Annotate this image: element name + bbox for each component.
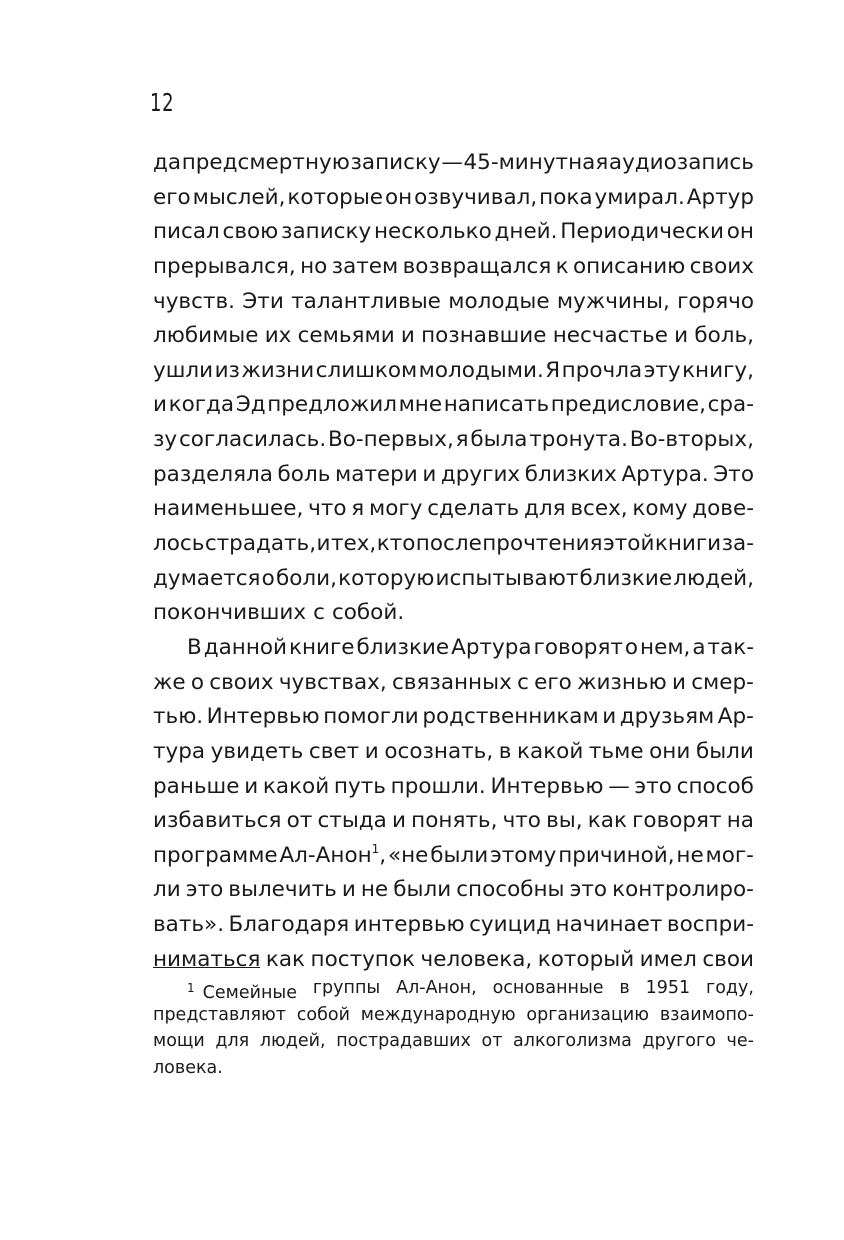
word: близких xyxy=(524,461,617,487)
word: $^1$ Семейные xyxy=(187,981,297,1003)
text-line xyxy=(153,492,754,527)
word: мощи xyxy=(153,1031,205,1052)
word: людей, xyxy=(259,1031,326,1052)
footnote-line xyxy=(153,1002,754,1029)
word: его xyxy=(153,184,191,210)
word: от xyxy=(286,808,313,834)
word: предсмертную xyxy=(181,150,350,175)
word: избавиться xyxy=(153,808,282,834)
text-line xyxy=(153,770,754,805)
text-line xyxy=(153,735,754,770)
word: стыда xyxy=(317,808,387,834)
word: и xyxy=(400,323,415,349)
word: за- xyxy=(721,531,754,557)
word: путь xyxy=(333,773,386,799)
word: осознать, xyxy=(384,738,494,764)
text-line xyxy=(153,215,754,250)
word: взаимопо- xyxy=(659,1004,754,1025)
word: суицид xyxy=(469,912,552,938)
word: свою xyxy=(222,219,279,245)
word: на xyxy=(726,808,754,834)
word: родственникам xyxy=(422,704,599,730)
word: о xyxy=(261,565,275,591)
word: для xyxy=(215,1031,250,1052)
text-line xyxy=(153,804,754,839)
word: тью. xyxy=(153,704,204,730)
word: и xyxy=(244,773,259,799)
word: несчастье xyxy=(552,323,668,349)
word: прочтения xyxy=(482,531,603,557)
word: молодыми. xyxy=(418,357,544,383)
word: я xyxy=(455,427,469,453)
word: этому xyxy=(489,842,557,868)
word: причиной, xyxy=(558,842,675,868)
word: других xyxy=(440,461,521,487)
word: аудиозапись xyxy=(608,150,754,175)
word: их xyxy=(264,323,292,349)
word: основанные xyxy=(492,978,604,998)
word: любимые xyxy=(153,323,259,349)
text-line xyxy=(153,458,754,493)
word: боль xyxy=(277,461,331,487)
word: были xyxy=(430,842,489,868)
word: записку xyxy=(350,150,441,175)
word: матери xyxy=(334,461,418,487)
footnote-divider xyxy=(153,967,260,968)
word: наименьшее, xyxy=(153,496,304,522)
word: увидеть xyxy=(210,738,304,764)
word: тех, xyxy=(330,531,377,557)
word: ловека. xyxy=(153,1057,223,1078)
word: помогли xyxy=(323,704,419,730)
footnote-line xyxy=(153,975,754,1002)
word: Интервью xyxy=(206,704,320,730)
word: прошли. xyxy=(390,773,486,799)
word: он xyxy=(384,184,413,210)
word: возвращался xyxy=(402,253,552,279)
word: думается xyxy=(153,565,261,591)
word: не xyxy=(360,877,389,903)
word: какой xyxy=(517,738,584,764)
footnote-marker: 1 xyxy=(371,841,380,856)
word: друзьям xyxy=(619,704,715,730)
text-line xyxy=(153,700,754,735)
word: Я xyxy=(545,357,561,383)
word: сра- xyxy=(707,392,754,418)
word: и xyxy=(674,323,689,349)
word: несколько xyxy=(373,219,492,245)
word: ниматься xyxy=(153,946,261,972)
word: что xyxy=(308,496,347,522)
word: чувств. xyxy=(153,288,235,314)
word: а xyxy=(692,634,706,660)
word: это xyxy=(185,877,224,903)
footnote-line xyxy=(153,1028,754,1055)
word: его xyxy=(534,669,572,695)
word: и xyxy=(602,704,617,730)
word: что xyxy=(502,808,541,834)
word: сделать xyxy=(427,496,520,522)
word: этой xyxy=(602,531,655,557)
word: которые xyxy=(287,184,384,210)
word: могу xyxy=(369,496,423,522)
word: какой xyxy=(262,773,330,799)
word: и xyxy=(341,877,356,903)
word: семьями xyxy=(297,323,395,349)
word: книгу, xyxy=(682,357,754,383)
word: была xyxy=(470,427,528,453)
word: способны xyxy=(456,877,565,903)
word: книги xyxy=(654,531,722,557)
word: начинает xyxy=(555,912,663,938)
word: Артура. xyxy=(621,461,709,487)
word: о xyxy=(190,669,205,695)
word: программе xyxy=(153,842,278,868)
word: имел xyxy=(639,946,697,972)
text-line xyxy=(153,666,754,701)
word: слишком xyxy=(315,357,418,383)
word: дней. xyxy=(494,219,558,245)
word: после xyxy=(415,531,482,557)
word: — xyxy=(608,773,630,799)
word: ушли xyxy=(153,357,214,383)
footnote-line xyxy=(153,1055,754,1082)
text-line xyxy=(153,873,754,908)
word: раньше xyxy=(153,773,240,799)
page-number: 12 xyxy=(150,88,175,117)
word: Артур xyxy=(686,184,754,210)
word: познавшие xyxy=(421,323,547,349)
word: от xyxy=(481,1031,503,1052)
word: разделяла xyxy=(153,461,273,487)
word: нем, xyxy=(640,634,691,660)
text-line xyxy=(153,388,754,423)
word: дове- xyxy=(692,496,754,522)
word: который xyxy=(537,946,635,972)
word: В xyxy=(187,634,202,660)
word: когда xyxy=(168,392,235,418)
word: международную xyxy=(360,1004,516,1025)
word: Это xyxy=(713,461,754,487)
word: и xyxy=(422,461,437,487)
text-line xyxy=(153,181,754,216)
word: зу xyxy=(153,427,178,453)
word: молодые xyxy=(448,288,550,314)
word: всех, xyxy=(570,496,628,522)
word: людей, xyxy=(673,565,754,591)
word: другого xyxy=(642,1031,716,1052)
word: Во-первых, xyxy=(327,427,454,453)
word: писал xyxy=(153,219,220,245)
word: но xyxy=(300,253,328,279)
word: как xyxy=(587,808,627,834)
word: для xyxy=(524,496,566,522)
word: прерывался, xyxy=(153,253,296,279)
word: я xyxy=(351,496,365,522)
word: Эд xyxy=(235,392,266,418)
text-line xyxy=(153,354,754,389)
word: эту xyxy=(643,357,681,383)
word: воспри- xyxy=(666,912,754,938)
word: так- xyxy=(707,634,754,660)
word: покончивших xyxy=(153,600,307,626)
word: тронута. xyxy=(529,427,628,453)
word: Благодаря xyxy=(228,912,350,938)
word: собой. xyxy=(331,600,405,626)
word: че- xyxy=(726,1031,754,1052)
word: это xyxy=(634,773,672,799)
word: контролиро- xyxy=(612,877,754,903)
word: и xyxy=(153,392,167,418)
word: испытывают xyxy=(435,565,579,591)
word: описанию xyxy=(572,253,686,279)
word: чувствах, xyxy=(278,669,387,695)
word: «не xyxy=(387,842,429,868)
word: кто xyxy=(376,531,416,557)
word: ли xyxy=(153,877,181,903)
word: были xyxy=(393,877,452,903)
word: собой xyxy=(296,1004,350,1025)
word: Интервью xyxy=(490,773,604,799)
word: как xyxy=(265,946,306,972)
word: пока xyxy=(539,184,593,210)
word: человека, xyxy=(420,946,533,972)
word: он xyxy=(726,219,754,245)
word: алкоголизма xyxy=(513,1031,632,1052)
text-line xyxy=(153,319,754,354)
word: прочла xyxy=(561,357,643,383)
word: пострадавших xyxy=(336,1031,471,1052)
word: 45-минутная xyxy=(463,150,609,175)
word: интервью xyxy=(353,912,465,938)
text-line xyxy=(153,562,754,597)
word: мужчины, xyxy=(556,288,670,314)
word: с xyxy=(517,669,529,695)
word: записку xyxy=(281,219,372,245)
word: боль, xyxy=(694,323,754,349)
word: боли, xyxy=(275,565,337,591)
text-line xyxy=(153,943,754,978)
word: говорят xyxy=(533,634,623,660)
word: Во-вторых, xyxy=(629,427,754,453)
word: данной xyxy=(203,634,288,660)
word: которую xyxy=(338,565,435,591)
text-line xyxy=(153,631,754,666)
word: близкие xyxy=(579,565,673,591)
word: Ал-Анон$^1$, xyxy=(279,841,387,868)
word: — xyxy=(441,150,463,175)
word: своих xyxy=(209,669,274,695)
word: мог- xyxy=(705,842,754,868)
word: организацию xyxy=(526,1004,650,1025)
word: представляют xyxy=(153,1004,286,1025)
word: Эти xyxy=(242,288,284,314)
word: и xyxy=(671,669,686,695)
word: кому xyxy=(632,496,688,522)
word: горячо xyxy=(677,288,754,314)
text-line xyxy=(153,250,754,285)
word: согласилась. xyxy=(178,427,327,453)
word: же xyxy=(153,669,186,695)
word: умирал. xyxy=(594,184,685,210)
text-line xyxy=(153,285,754,320)
word: из xyxy=(214,357,240,383)
word: талантливые xyxy=(291,288,441,314)
word: жизни xyxy=(241,357,315,383)
word: с xyxy=(313,600,325,626)
word: да xyxy=(153,150,182,175)
word: 1951 xyxy=(645,978,691,998)
word: книге xyxy=(289,634,355,660)
word: вы, xyxy=(546,808,583,834)
word: Артура xyxy=(451,634,532,660)
word: смер- xyxy=(691,669,754,695)
word: и xyxy=(316,531,331,557)
word: своих xyxy=(689,253,754,279)
text-line xyxy=(153,596,754,631)
word: Ал-Анон, xyxy=(396,978,477,998)
word: лось xyxy=(153,531,205,557)
text-line xyxy=(153,146,754,181)
footnote xyxy=(153,975,754,1081)
word: связанных xyxy=(391,669,512,695)
word: способ xyxy=(676,773,754,799)
text-line xyxy=(153,527,754,562)
word: Периодически xyxy=(560,219,724,245)
word: вылечить xyxy=(228,877,337,903)
word: группы xyxy=(312,978,381,998)
word: поступок xyxy=(310,946,416,972)
word: говорят xyxy=(632,808,722,834)
word: не xyxy=(676,842,704,868)
word: году, xyxy=(706,978,754,998)
word: это xyxy=(569,877,608,903)
word: и xyxy=(392,808,406,834)
word: близкие xyxy=(356,634,450,660)
word: в xyxy=(498,738,512,764)
word: жизнью xyxy=(577,669,667,695)
word: озвучивал, xyxy=(414,184,538,210)
word: Ар- xyxy=(717,704,754,730)
word: в xyxy=(619,978,630,998)
word: страдать, xyxy=(204,531,317,557)
word: тура xyxy=(153,738,206,764)
word: написать xyxy=(443,392,550,418)
word: предложил xyxy=(267,392,397,418)
word: они xyxy=(649,738,691,764)
word: тьме xyxy=(588,738,644,764)
footnote-number: 1 xyxy=(187,981,195,995)
word: и xyxy=(364,738,379,764)
word: понять, xyxy=(411,808,498,834)
word: свои xyxy=(702,946,754,972)
word: затем xyxy=(331,253,399,279)
word: предисловие, xyxy=(550,392,706,418)
text-line xyxy=(153,423,754,458)
text-line xyxy=(153,908,754,943)
word: к xyxy=(555,253,569,279)
word: мыслей, xyxy=(192,184,286,210)
body-text xyxy=(153,146,754,977)
word: о xyxy=(624,634,639,660)
word: мне xyxy=(398,392,443,418)
word: были xyxy=(695,738,754,764)
text-line xyxy=(153,839,754,874)
word: свет xyxy=(308,738,360,764)
word: вать». xyxy=(153,912,225,938)
